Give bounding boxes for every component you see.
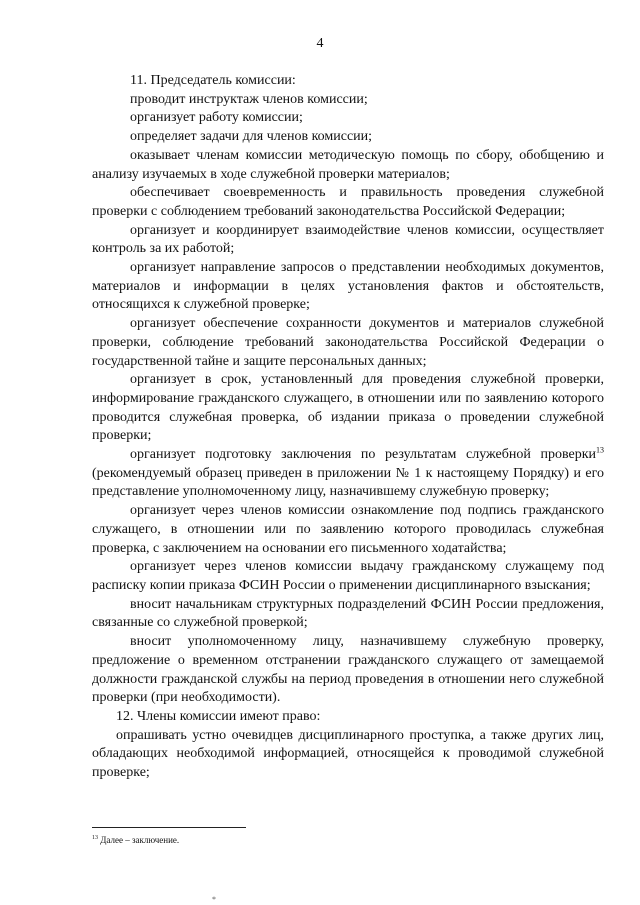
section-11-heading: 11. Председатель комиссии:: [130, 73, 296, 88]
paragraph: организует направление запросов о представлении необходимых документов, материалов и информации в целях установления фактов и обстоятельств, относящихся к служебной проверке;: [92, 260, 604, 313]
paragraph: организует через членов комиссии выдачу гражданскому служащему под расписку копии приказа ФСИН России о применении дисциплинарного взыскания;: [92, 559, 604, 593]
paragraph: организует через членов комиссии ознакомление под подпись гражданского служащего, в отношении или по заявлению которого проводилась служебная проверка, с заключением на основании его письменного ходатайства;: [92, 503, 604, 556]
paragraph: организует обеспечение сохранности документов и материалов служебной проверки, соблюдение требований законодательства Российской Федерации о государственной тайне и защите персональных данных;: [92, 316, 604, 369]
document-body: [92, 72, 604, 783]
paragraph: организует в срок, установленный для проведения служебной проверки, информирование гражданского служащего, в отношении или по заявлению которого проводится служебная проверка, об издании приказа о проведении служебной проверки;: [92, 372, 604, 444]
footnote-divider: [92, 827, 246, 828]
conclusion-paragraph: [92, 446, 604, 502]
paragraph: проводит инструктаж членов комиссии;: [130, 91, 368, 107]
paragraph: организует и координирует взаимодействие членов комиссии, осуществляет контроль за их работой;: [92, 222, 604, 257]
paragraph: опрашивать устно очевидцев дисциплинарного проступка, а также других лиц, обладающих необходимой информацией, относящейся к проводимой служебной проверке;: [92, 727, 604, 781]
paragraph: оказывает членам комиссии методическую помощь по сбору, обобщению и анализу изучаемых в ходе служебной проверки материалов;: [92, 147, 604, 182]
conclusion-text-before: организует подготовку заключения по результатам служебной проверки: [130, 447, 596, 463]
paragraph: вносит уполномоченному лицу, назначившему служебную проверку, предложение о временном отстранении гражданского служащего от замещаемой должности гражданской службы на период проведения в отношении него служебной проверки (при необходимости).: [92, 634, 604, 706]
footnote-text: Далее – заключение.: [98, 835, 180, 845]
paragraph: вносит начальникам структурных подразделений ФСИН России предложения, связанные со служебной проверкой;: [92, 596, 604, 631]
paragraph: организует работу комиссии;: [130, 110, 303, 126]
footnote: [92, 834, 492, 846]
conclusion-text-after: (рекомендуемый образец приведен в приложении № 1 к настоящему Порядку) и его представление уполномоченному лицу, назначившему служебную проверку;: [92, 465, 604, 500]
scan-mark: *: [212, 895, 216, 904]
page-number: 4: [316, 36, 324, 51]
section-12-heading: 12. Члены комиссии имеют право:: [116, 708, 321, 724]
paragraph: определяет задачи для членов комиссии;: [130, 129, 373, 145]
footnote-number: 13: [92, 835, 98, 841]
paragraph: обеспечивает своевременность и правильность проведения служебной проверки с соблюдением требований законодательства Российской Федерации;: [92, 185, 604, 219]
footnote-reference[interactable]: 13: [596, 445, 604, 455]
